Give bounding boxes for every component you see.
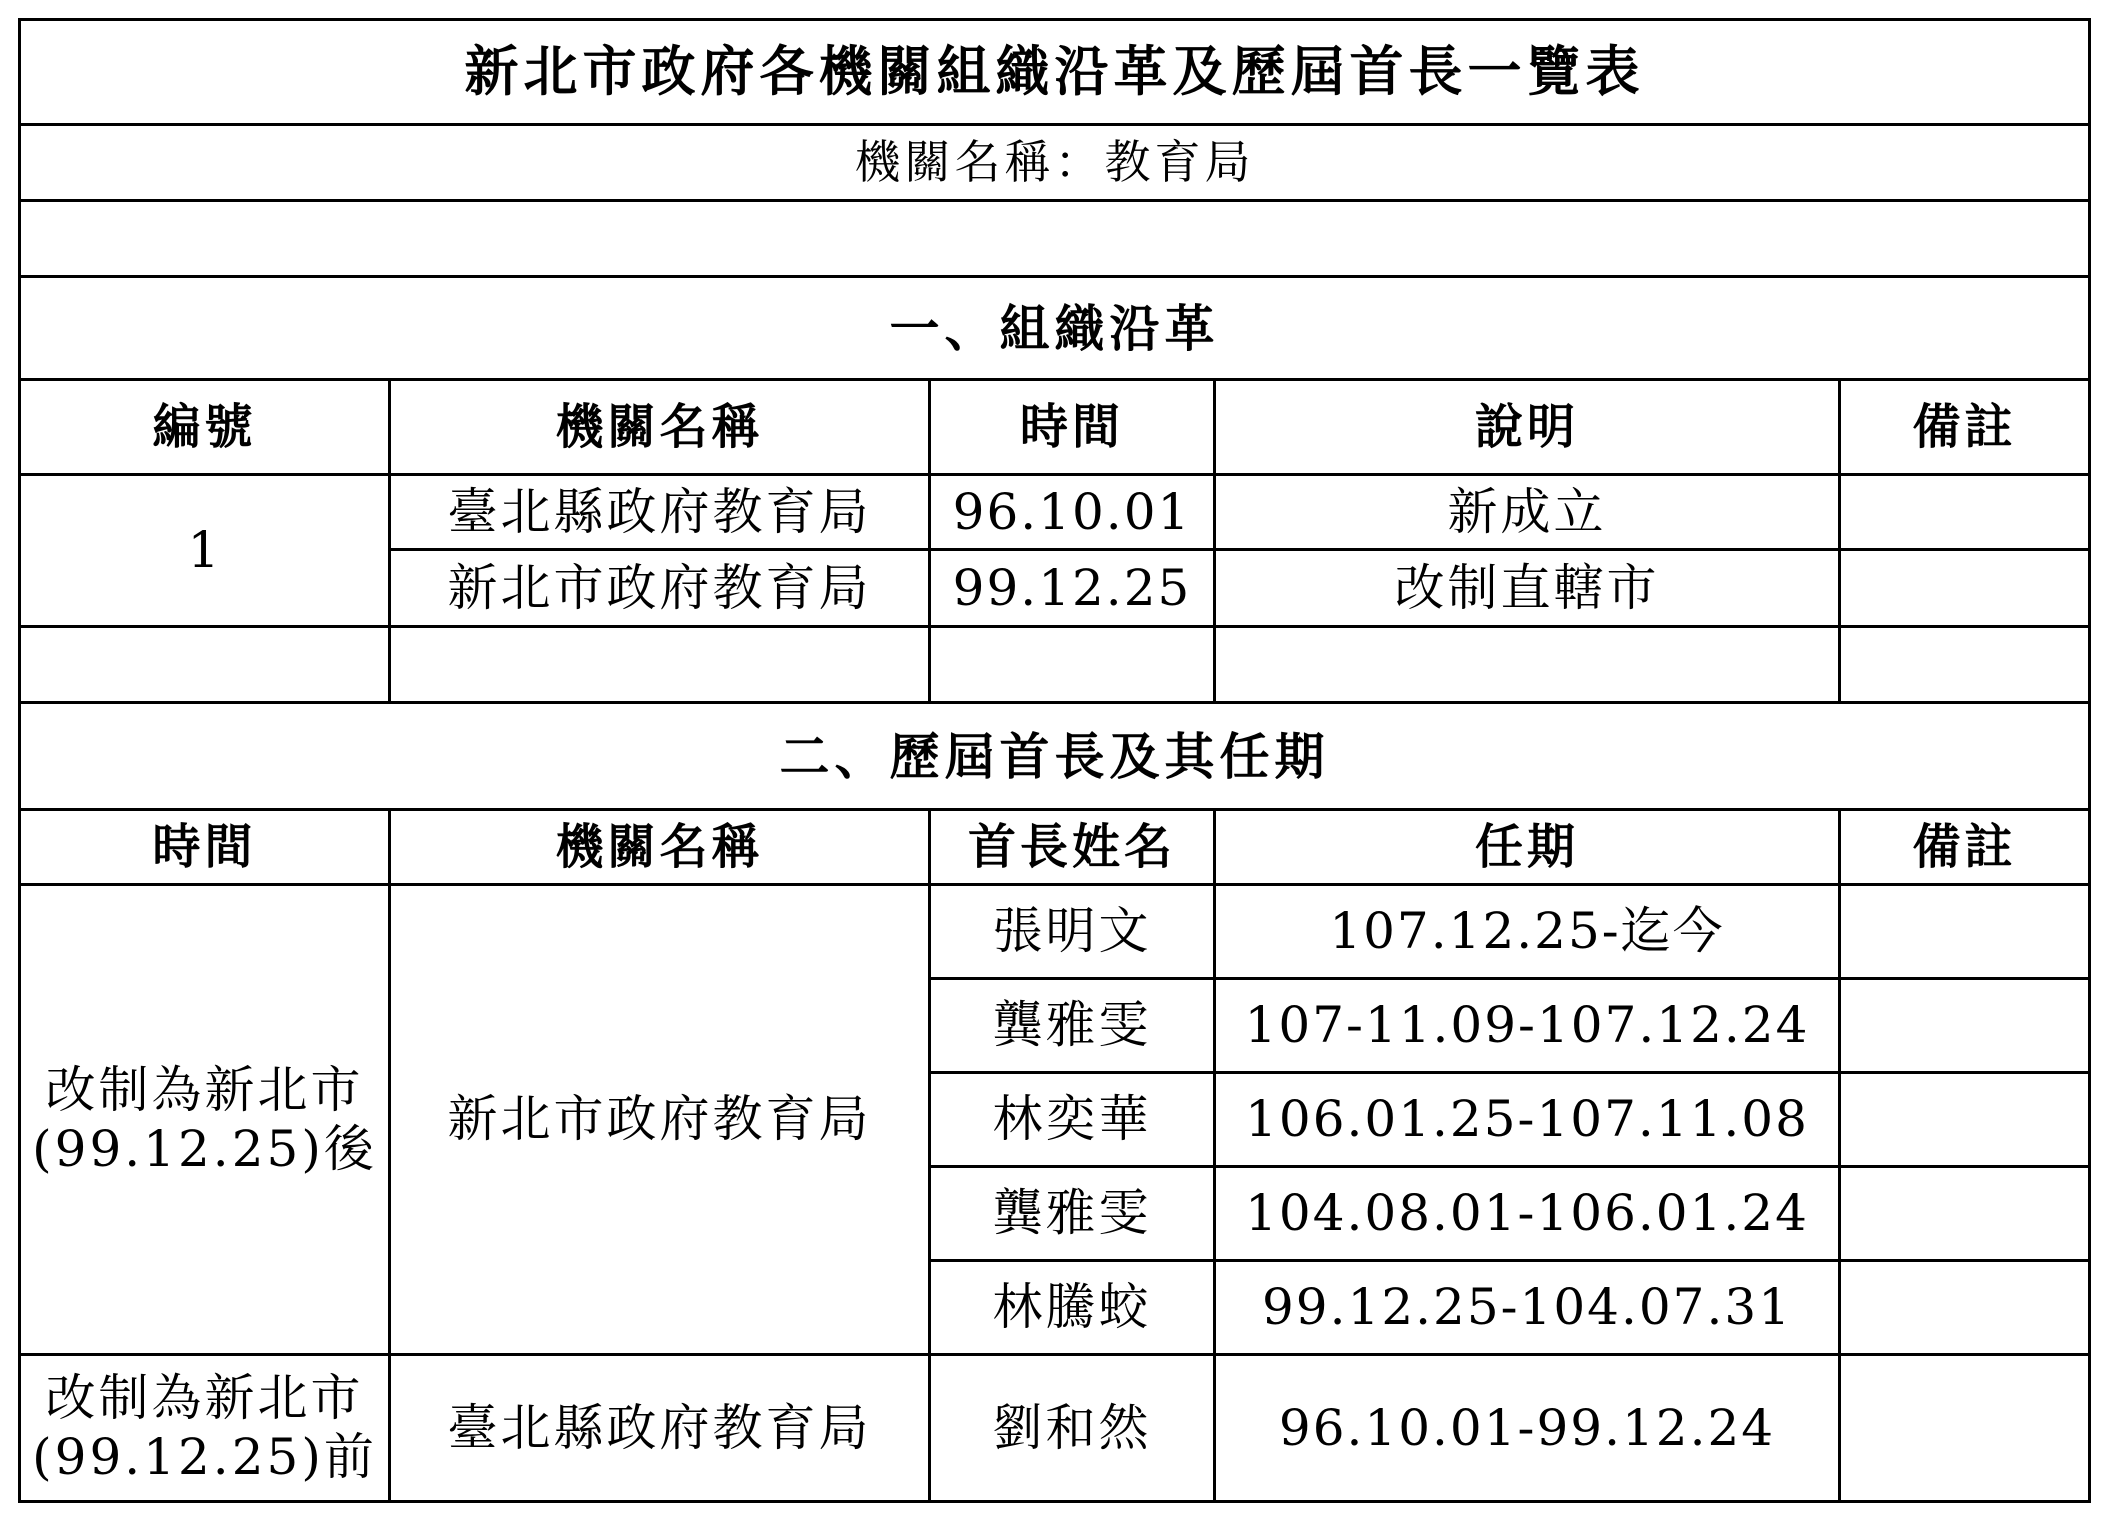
era-date: (99.12.25)前 [32, 1428, 377, 1486]
col-header-date: 時間 [930, 380, 1215, 475]
head-name: 劉和然 [930, 1355, 1215, 1502]
col-header-note: 備註 [1840, 810, 2090, 885]
history-note [1840, 475, 2090, 550]
history-date: 99.12.25 [930, 550, 1215, 627]
head-term: 107-11.09-107.12.24 [1215, 979, 1840, 1073]
head-name: 龔雅雯 [930, 979, 1215, 1073]
head-note [1840, 1261, 2090, 1355]
era-cell [20, 885, 390, 1355]
head-note [1840, 1073, 2090, 1167]
head-name: 林騰蛟 [930, 1261, 1215, 1355]
history-date: 96.10.01 [930, 475, 1215, 550]
head-term: 99.12.25-104.07.31 [1215, 1261, 1840, 1355]
blank-cell [1840, 627, 2090, 703]
page-title: 新北市政府各機關組織沿革及歷屆首長一覽表 [20, 20, 2090, 125]
head-term: 106.01.25-107.11.08 [1215, 1073, 1840, 1167]
era-label: 改制為新北市 [45, 1369, 364, 1427]
head-note [1840, 885, 2090, 979]
head-note [1840, 979, 2090, 1073]
head-note [1840, 1167, 2090, 1261]
col-header-description: 說明 [1215, 380, 1840, 475]
col-header-head-name: 首長姓名 [930, 810, 1215, 885]
row-number: 1 [20, 475, 390, 627]
col-header-period: 時間 [20, 810, 390, 885]
heads-agency: 新北市政府教育局 [390, 885, 930, 1355]
col-header-agency: 機關名稱 [390, 810, 930, 885]
history-note [1840, 550, 2090, 627]
head-note [1840, 1355, 2090, 1502]
org-history-table [18, 18, 2091, 1503]
col-header-agency: 機關名稱 [390, 380, 930, 475]
blank-cell [390, 627, 930, 703]
col-header-term: 任期 [1215, 810, 1840, 885]
history-agency: 臺北縣政府教育局 [390, 475, 930, 550]
era-cell [20, 1355, 390, 1502]
head-term: 107.12.25-迄今 [1215, 885, 1840, 979]
blank-cell [930, 627, 1215, 703]
blank-row [20, 201, 2090, 277]
era-label: 改制為新北市 [45, 1060, 364, 1119]
col-header-number: 編號 [20, 380, 390, 475]
era-date: (99.12.25)後 [32, 1119, 377, 1178]
head-name: 林奕華 [930, 1073, 1215, 1167]
head-term: 96.10.01-99.12.24 [1215, 1355, 1840, 1502]
history-description: 改制直轄市 [1215, 550, 1840, 627]
history-agency: 新北市政府教育局 [390, 550, 930, 627]
col-header-note: 備註 [1840, 380, 2090, 475]
section-heading-history: 一、組織沿革 [20, 277, 2090, 380]
agency-name-line: 機關名稱：教育局 [20, 125, 2090, 201]
section-heading-heads: 二、歷屆首長及其任期 [20, 703, 2090, 810]
head-name: 龔雅雯 [930, 1167, 1215, 1261]
blank-cell [20, 627, 390, 703]
head-term: 104.08.01-106.01.24 [1215, 1167, 1840, 1261]
head-name: 張明文 [930, 885, 1215, 979]
history-description: 新成立 [1215, 475, 1840, 550]
blank-cell [1215, 627, 1840, 703]
heads-agency: 臺北縣政府教育局 [390, 1355, 930, 1502]
